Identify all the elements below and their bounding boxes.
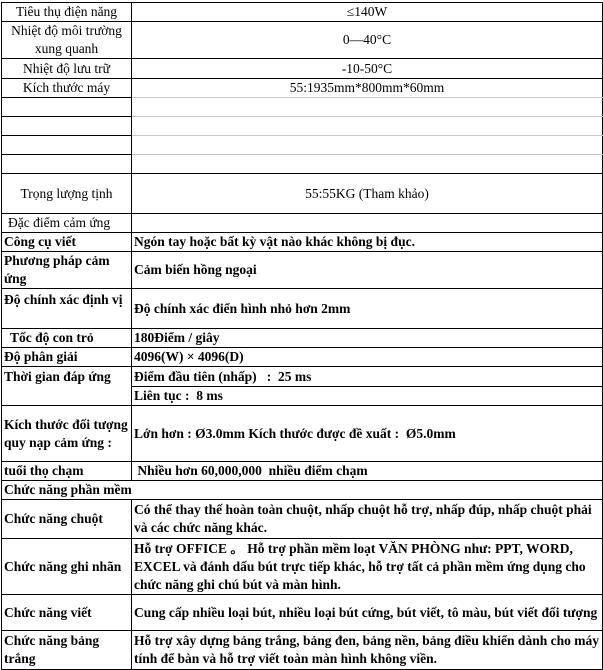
table-row: [2, 329, 603, 348]
table-row: [2, 500, 603, 539]
table-row: [2, 233, 603, 252]
table-row: [2, 348, 603, 367]
empty-cell: [132, 136, 603, 155]
table-row: [2, 539, 603, 595]
spec-value: Liên tục : 8 ms: [132, 387, 603, 406]
empty-row: [2, 136, 603, 155]
spec-label: Chức năng ghi nhãn: [2, 539, 132, 595]
spec-value: Cảm biến hồng ngoại: [132, 252, 603, 289]
spec-value: 0—40°C: [132, 22, 603, 59]
spec-value: 180Điểm / giây: [132, 329, 603, 348]
spec-label: Nhiệt độ môi trường xung quanh: [2, 22, 132, 59]
empty-row: [2, 98, 603, 117]
table-row: [2, 595, 603, 631]
spec-value: Cung cấp nhiều loại bút, nhiều loại bút cứng, bút viết, tô màu, bút viết đối tượng: [132, 595, 603, 631]
spec-value: ≤140W: [132, 3, 603, 22]
empty-cell: [132, 155, 603, 174]
spec-label: Độ phân giải: [2, 348, 132, 367]
empty-cell: [132, 214, 603, 233]
table-row: [2, 3, 603, 22]
empty-cell: [132, 117, 603, 136]
spec-value: 55:1935mm*800mm*60mm: [132, 79, 603, 98]
spec-value: Có thể thay thế hoàn toàn chuột, nhấp chuột hỗ trợ, nhấp đúp, nhấp chuột phải và các chức năng khác.: [132, 500, 603, 539]
spec-sheet: [1, 2, 602, 670]
spec-label: Tốc độ con trỏ: [2, 329, 132, 348]
empty-cell: [2, 117, 132, 136]
spec-label: Phương pháp cảm ứng: [2, 252, 132, 289]
spec-label: tuổi thọ chạm: [2, 462, 132, 481]
spec-value: Lớn hơn : Ø3.0mm Kích thước được đề xuất : Ø5.0mm: [132, 406, 603, 462]
spec-label: Kích thước máy: [2, 79, 132, 98]
empty-row: [2, 155, 603, 174]
spec-label: Chức năng viết: [2, 595, 132, 631]
spec-table: [1, 2, 603, 670]
spec-label: Thời gian đáp ứng: [2, 367, 132, 406]
spec-value: Nhiều hơn 60,000,000 nhiều điểm chạm: [132, 462, 603, 481]
spec-label: Nhiệt độ lưu trữ: [2, 59, 132, 79]
table-row: [2, 289, 603, 329]
spec-value: Ngón tay hoặc bất kỳ vật nào khác không bị đục.: [132, 233, 603, 252]
table-row: [2, 79, 603, 98]
empty-row: [2, 117, 603, 136]
spec-value: Độ chính xác điển hình nhỏ hơn 2mm: [132, 289, 603, 329]
empty-cell: [2, 136, 132, 155]
section-title: Chức năng phần mềm: [2, 481, 603, 500]
spec-value: Hỗ trợ OFFICE 。 Hỗ trợ phần mềm loạt VĂN PHÒNG như: PPT, WORD, EXCEL và đánh dấu bút trực tiếp khác, hỗ trợ tất cả phần mềm ứng dụng cho chức năng ghi chú bút và màn hình.: [132, 539, 603, 595]
section-row-software: [2, 481, 603, 500]
table-row: [2, 367, 603, 387]
spec-label: Độ chính xác định vị: [2, 289, 132, 329]
spec-value: 4096(W) × 4096(D): [132, 348, 603, 367]
spec-value: 55:55KG (Tham khảo): [132, 174, 603, 214]
table-row: [2, 631, 603, 670]
spec-value: Hỗ trợ xây dựng bảng trắng, bảng đen, bảng nền, bảng điều khiển dành cho máy tính để bàn và hỗ trợ viết toàn màn hình không viền.: [132, 631, 603, 670]
empty-cell: [2, 155, 132, 174]
spec-value: -10-50°C: [132, 59, 603, 79]
section-title: Đặc điểm cảm ứng: [2, 214, 132, 233]
spec-label: Tiêu thụ điện năng: [2, 3, 132, 22]
section-row-touch: [2, 214, 603, 233]
table-row: [2, 59, 603, 79]
spec-label: Chức năng chuột: [2, 500, 132, 539]
spec-label: Chức năng bảng trắng: [2, 631, 132, 670]
spec-value: Điểm đầu tiên (nhấp) : 25 ms: [132, 367, 603, 387]
table-row: [2, 22, 603, 59]
empty-cell: [2, 98, 132, 117]
table-row: [2, 462, 603, 481]
table-row: [2, 406, 603, 462]
spec-label: Công cụ viết: [2, 233, 132, 252]
empty-cell: [132, 98, 603, 117]
spec-label: Trọng lượng tịnh: [2, 174, 132, 214]
table-row: [2, 252, 603, 289]
spec-label: Kích thước đối tượng quy nạp cảm ứng :: [2, 406, 132, 462]
table-row: [2, 174, 603, 214]
